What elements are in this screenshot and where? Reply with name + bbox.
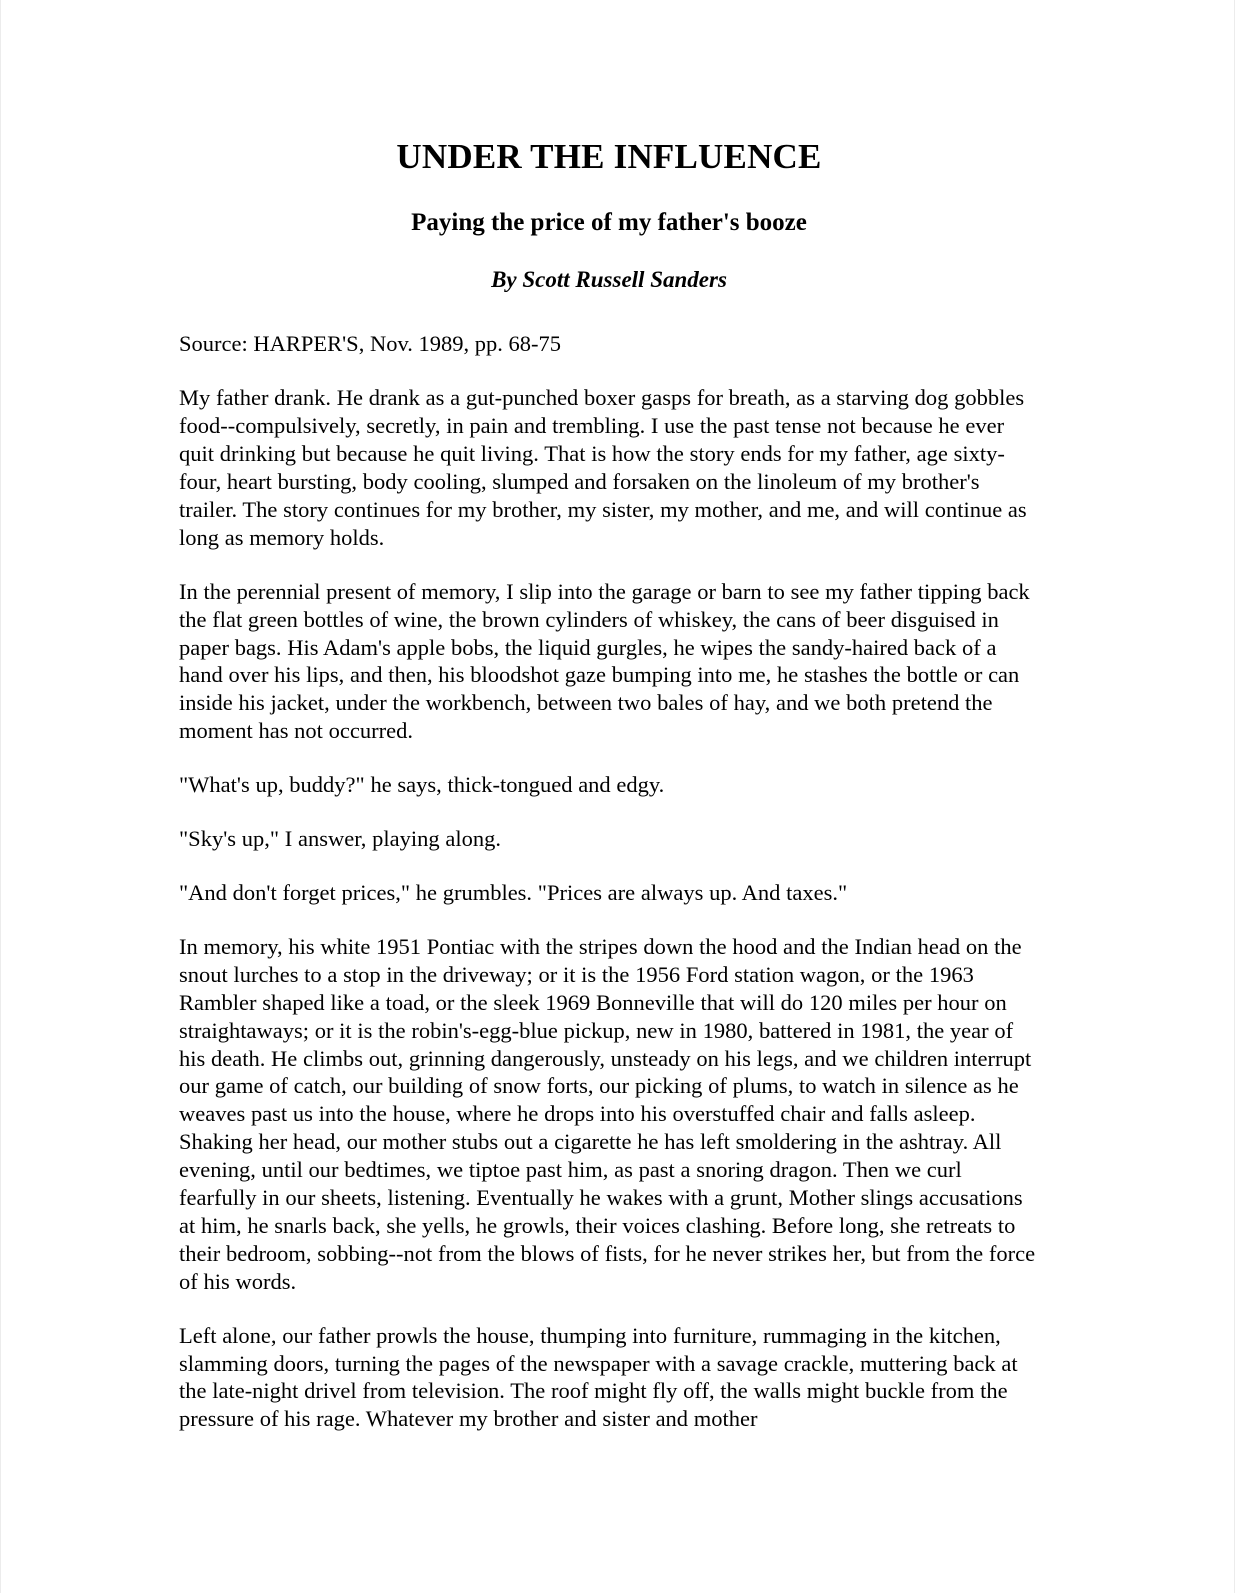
- author-byline: By Scott Russell Sanders: [491, 267, 727, 292]
- source-citation: Source: HARPER'S, Nov. 1989, pp. 68-75: [179, 331, 561, 357]
- body-paragraph: Left alone, our father prowls the house, thumping into furniture, rummaging in the kitchen, slamming doors, turning the pages of the newspaper with a savage crackle, muttering back at the late-night drivel from television. The roof might fly off, the walls might buckle from the pressure of his rage. Whatever my brother and sister and mother: [179, 1322, 1018, 1432]
- body-paragraph: My father drank. He drank as a gut-punched boxer gasps for breath, as a starving dog gobbles food--compulsively, secretly, in pain and trembling. I use the past tense not because he ever quit drinking but because he quit living. That is how the story ends for my father, age sixty-four, heart bursting, body cooling, slumped and forsaken on the linoleum of my brother's trailer. The story continues for my brother, my sister, my mother, and me, and will continue as long as memory holds.: [179, 385, 1027, 550]
- body-paragraph: "What's up, buddy?" he says, thick-tongued and edgy.: [179, 772, 665, 798]
- page-subtitle: Paying the price of my father's booze: [411, 208, 807, 236]
- page-title: UNDER THE INFLUENCE: [396, 137, 822, 176]
- body-paragraph: In memory, his white 1951 Pontiac with the stripes down the hood and the Indian head on the snout lurches to a stop in the driveway; or it is the 1956 Ford station wagon, or the 1963 Rambler shaped like a toad, or the sleek 1969 Bonneville that will do 120 miles per hour on straightaways; or it is the robin's-egg-blue pickup, new in 1980, battered in 1981, the year of his death. He climbs out, grinning dangerously, unsteady on his legs, and we children interrupt our game of catch, our building of snow forts, our picking of plums, to watch in silence as he weaves past us into the house, where he drops into his overstuffed chair and falls asleep. Shaking her head, our mother stubs out a cigarette he has left smoldering in the ashtray. All evening, until our bedtimes, we tiptoe past him, as past a snoring dragon. Then we curl fearfully in our sheets, listening. Eventually he wakes with a grunt, Mother slings accusations at him, he snarls back, she yells, he growls, their voices clashing. Before long, she retreats to their bedroom, sobbing--not from the blows of fists, for he never strikes her, but from the force of his words.: [179, 933, 1036, 1294]
- document-content: [179, 0, 1039, 1433]
- body-paragraph: In the perennial present of memory, I slip into the garage or barn to see my father tipping back the flat green bottles of wine, the brown cylinders of whiskey, the cans of beer disguised in paper bags. His Adam's apple bobs, the liquid gurgles, he wipes the sandy-haired back of a hand over his lips, and then, his bloodshot gaze bumping into me, he stashes the bottle or can inside his jacket, under the workbench, between two bales of hay, and we both pretend the moment has not occurred.: [179, 578, 1030, 744]
- article-body: [179, 358, 1039, 1433]
- body-paragraph: "Sky's up," I answer, playing along.: [179, 826, 501, 852]
- body-paragraph: "And don't forget prices," he grumbles. "Prices are always up. And taxes.": [179, 879, 848, 905]
